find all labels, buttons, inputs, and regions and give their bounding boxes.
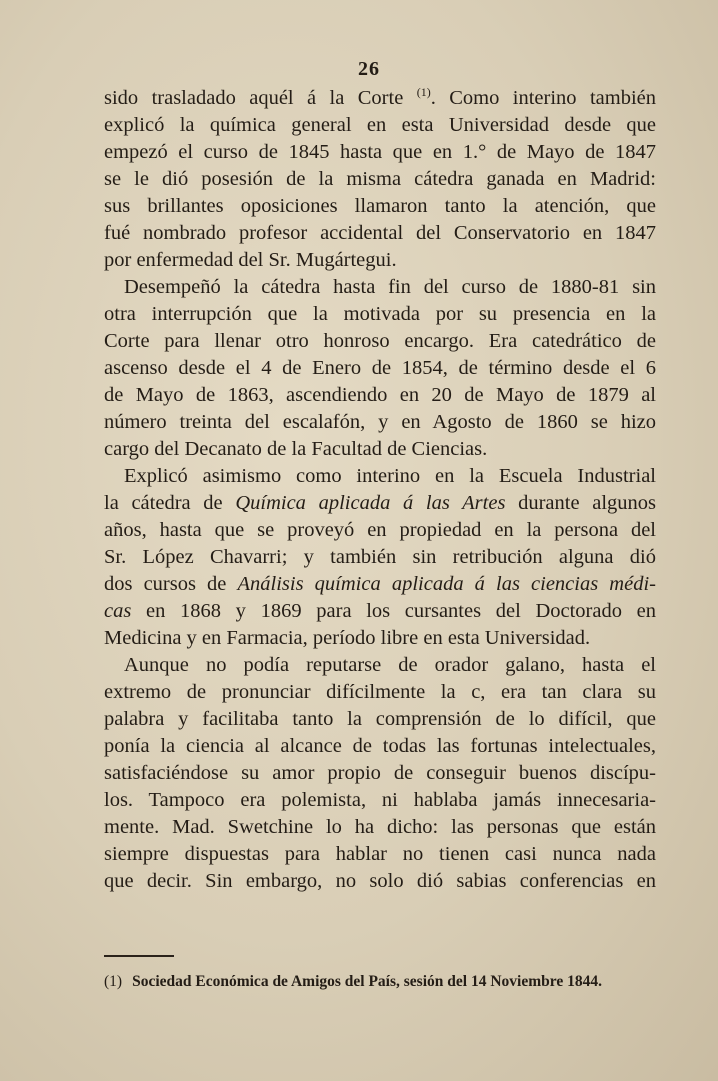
text-line: explicó la química general en esta Universidad desde que: [104, 114, 656, 136]
text-line: Medicina y en Farmacia, período libre en esta Universidad.: [104, 627, 591, 649]
text-line: empezó el curso de 1845 hasta que en 1.° de Mayo de 1847: [104, 141, 656, 163]
body-text: [104, 85, 656, 895]
text-line: de Mayo de 1863, ascendiendo en 20 de Mayo de 1879 al: [104, 384, 656, 406]
footnote-divider: [104, 955, 174, 957]
paragraph-3: [104, 463, 656, 652]
italic-title: cas: [104, 600, 132, 622]
text-line: ascenso desde el 4 de Enero de 1854, de término desde el 6: [104, 357, 656, 379]
text-line: Sr. López Chavarri; y también sin retribución alguna dió: [104, 546, 656, 568]
footnote: [104, 973, 652, 991]
text-line: Aunque no podía reputarse de orador galano, hasta el: [124, 654, 656, 676]
text-line: extremo de pronunciar difícilmente la c, era tan clara su: [104, 681, 656, 703]
footnote-text: Sociedad Económica de Amigos del País, sesión del 14 Noviembre 1844.: [132, 973, 602, 990]
paragraph-2: [104, 274, 656, 463]
text-line: cargo del Decanato de la Facultad de Ciencias.: [104, 438, 488, 460]
text-line: Explicó asimismo como interino en la Escuela Industrial: [124, 465, 656, 487]
text-line: años, hasta que se proveyó en propiedad en la persona del: [104, 519, 656, 541]
text-line: la cátedra de Química aplicada á las Artes durante algunos: [104, 492, 657, 514]
text-line: siempre dispuestas para hablar no tienen casi nunca nada: [104, 843, 656, 865]
text-line: satisfaciéndose su amor propio de conseguir buenos discípu-: [104, 762, 656, 784]
text-line: otra interrupción que la motivada por su presencia en la: [104, 303, 656, 325]
text-line: que decir. Sin embargo, no solo dió sabias conferencias en: [104, 870, 656, 892]
text-line: Corte para llenar otro honroso encargo. Era catedrático de: [104, 330, 656, 352]
paragraph-4: [104, 652, 656, 895]
text-line: sus brillantes oposiciones llamaron tanto la atención, que: [104, 195, 656, 217]
text-line: fué nombrado profesor accidental del Conservatorio en 1847: [104, 222, 656, 244]
text-line: Desempeñó la cátedra hasta fin del curso de 1880-81 sin: [124, 276, 656, 298]
text-line: se le dió posesión de la misma cátedra ganada en Madrid:: [104, 168, 656, 190]
footnote-reference[interactable]: (1): [416, 85, 431, 100]
text-line: sido trasladado aquél á la Corte $^{(1)}$. Como interino también: [104, 85, 656, 109]
text-line: cas en 1868 y 1869 para los cursantes del Doctorado en: [104, 600, 656, 622]
page-number: 26: [358, 58, 380, 80]
text-line: número treinta del escalafón, y en Agosto de 1860 se hizo: [104, 411, 656, 433]
italic-title: Análisis química aplicada á las ciencias médi-: [237, 573, 656, 595]
text-line: por enfermedad del Sr. Mugártegui.: [104, 249, 397, 271]
text-line: mente. Mad. Swetchine lo ha dicho: las personas que están: [104, 816, 656, 838]
text-line: ponía la ciencia al alcance de todas las fortunas intelectuales,: [104, 735, 656, 757]
italic-title: Química aplicada á las Artes: [235, 492, 506, 514]
paragraph-1: [104, 85, 656, 274]
text-line: los. Tampoco era polemista, ni hablaba jamás innecesaria-: [104, 789, 656, 811]
footnote-marker: (1): [104, 973, 123, 990]
text-line: dos cursos de Análisis química aplicada á las ciencias médi-: [104, 573, 656, 595]
text-line: palabra y facilitaba tanto la comprensión de lo difícil, que: [104, 708, 656, 730]
